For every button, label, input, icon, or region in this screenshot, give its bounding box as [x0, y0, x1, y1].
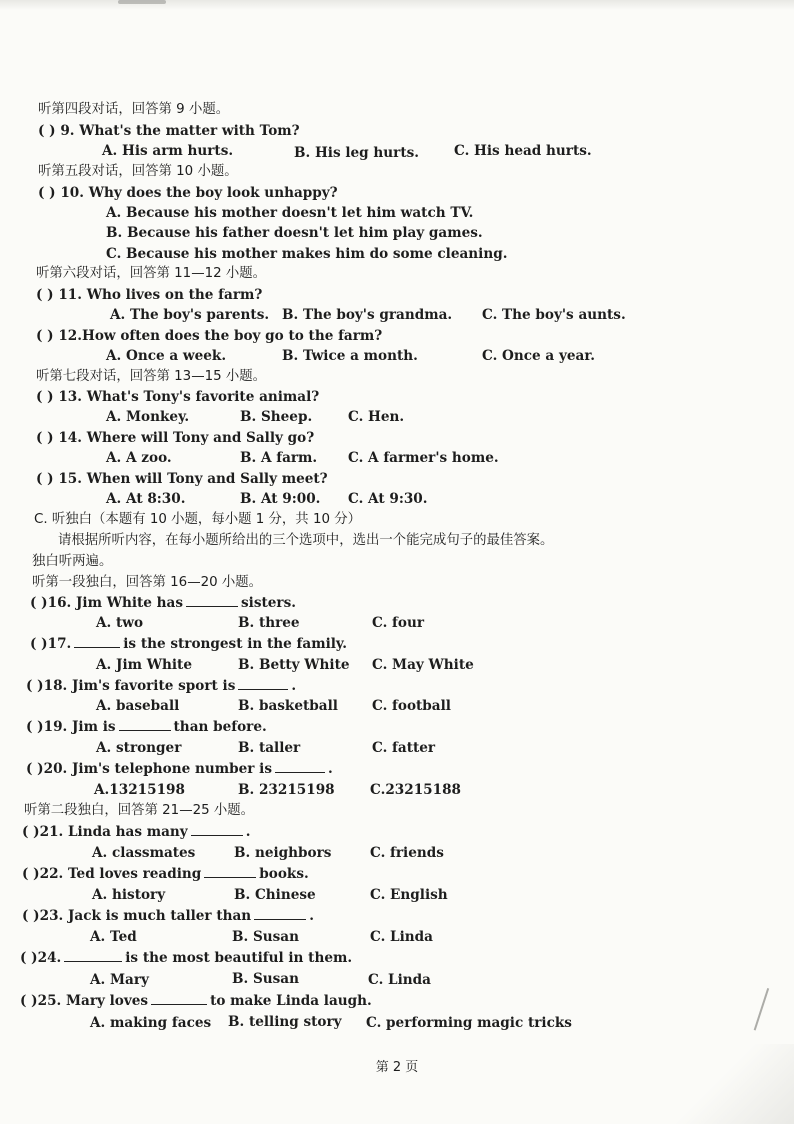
- option-a: A. classmates: [92, 845, 196, 861]
- question-11: [36, 286, 262, 304]
- question-stem-end: to make Linda laugh.: [210, 993, 372, 1009]
- section-title: 听第二段独白，回答第 21—25 小题。: [24, 803, 255, 818]
- option-b: B. telling story: [228, 1014, 342, 1030]
- option-a: A. Once a week.: [106, 348, 227, 364]
- section-title: 听第五段对话，回答第 10 小题。: [38, 164, 238, 179]
- question-12: [36, 327, 382, 345]
- part-c-title: C. 听独白（本题有 10 小题，每小题 1 分，共 10 分）: [34, 512, 362, 527]
- question-10: [38, 184, 338, 202]
- question-stem: 14. Where will Tony and Sally go?: [58, 430, 315, 446]
- fill-blank: [119, 718, 171, 731]
- option-b: B. A farm.: [240, 450, 318, 466]
- option-b: B. Susan: [232, 929, 299, 945]
- question-13: [36, 388, 319, 406]
- section-title: 听第七段对话，回答第 13—15 小题。: [36, 369, 267, 384]
- answer-paren[interactable]: ( ): [36, 328, 54, 344]
- fill-blank: [191, 823, 243, 836]
- answer-paren[interactable]: ( ): [26, 678, 44, 694]
- question-stem: 10. Why does the boy look unhappy?: [60, 185, 338, 201]
- option-a: A. history: [92, 887, 166, 903]
- question-stem: 9. What's the matter with Tom?: [60, 123, 300, 139]
- option-b: B. three: [238, 615, 300, 631]
- option-c: C. The boy's aunts.: [482, 307, 626, 323]
- fill-blank: [275, 760, 325, 773]
- option-a: A. stronger: [96, 740, 182, 756]
- question-25: [20, 992, 372, 1010]
- option-c: C.23215188: [370, 782, 461, 798]
- option-b: B. Chinese: [234, 887, 316, 903]
- option-c: C. fatter: [372, 740, 436, 756]
- option-c: C. At 9:30.: [348, 491, 428, 507]
- option-c: C. Because his mother makes him do some cleaning.: [106, 246, 508, 262]
- question-stem: 13. What's Tony's favorite animal?: [58, 389, 320, 405]
- answer-paren[interactable]: ( ): [36, 471, 54, 487]
- scan-mark: [118, 0, 166, 4]
- answer-paren[interactable]: ( ): [22, 908, 40, 924]
- question-stem: 11. Who lives on the farm?: [58, 287, 263, 303]
- question-14: [36, 429, 314, 447]
- option-c: C. May White: [372, 657, 474, 673]
- question-stem: 22. Ted loves reading: [39, 866, 202, 882]
- answer-paren[interactable]: ( ): [30, 636, 48, 652]
- question-19: [26, 718, 267, 736]
- section-title: 听第一段独白，回答第 16—20 小题。: [32, 575, 263, 590]
- answer-paren[interactable]: ( ): [36, 287, 54, 303]
- option-a: A. The boy's parents.: [110, 307, 270, 323]
- question-9: [38, 122, 300, 140]
- question-stem: 15. When will Tony and Sally meet?: [58, 471, 328, 487]
- option-a: A.13215198: [94, 782, 185, 798]
- answer-paren[interactable]: ( ): [38, 185, 56, 201]
- question-22: [22, 865, 309, 883]
- answer-paren[interactable]: ( ): [20, 950, 38, 966]
- fill-blank: [64, 949, 122, 962]
- question-stem: 21. Linda has many: [39, 824, 188, 840]
- part-c-instruction-2: 独白听两遍。: [32, 554, 113, 569]
- page-number: 第 2 页: [375, 1060, 419, 1075]
- part-c-instruction: 请根据所听内容，在每小题所给出的三个选项中，选出一个能完成句子的最佳答案。: [58, 533, 554, 548]
- question-stem-end: .: [309, 908, 314, 924]
- question-stem: 17.: [47, 636, 72, 652]
- question-15: [36, 470, 328, 488]
- option-c: C. A farmer's home.: [348, 450, 499, 466]
- option-a: A. Jim White: [96, 657, 192, 673]
- question-stem: 18. Jim's favorite sport is: [43, 678, 236, 694]
- question-stem-end: sisters.: [241, 595, 296, 611]
- answer-paren[interactable]: ( ): [22, 824, 40, 840]
- question-stem: 16. Jim White has: [47, 595, 184, 611]
- option-b: B. His leg hurts.: [294, 145, 419, 161]
- question-stem-end: than before.: [173, 719, 267, 735]
- question-stem: 20. Jim's telephone number is: [43, 761, 272, 777]
- question-stem-end: is the most beautiful in them.: [125, 950, 353, 966]
- question-stem-end: is the strongest in the family.: [123, 636, 347, 652]
- scan-edge-mark: [754, 988, 787, 1036]
- option-c: C. football: [372, 698, 451, 714]
- fill-blank: [204, 865, 256, 878]
- question-18: [26, 677, 296, 695]
- question-16: [30, 594, 296, 612]
- option-b: B. neighbors: [234, 845, 332, 861]
- option-c: C. friends: [370, 845, 444, 861]
- question-stem-end: books.: [259, 866, 309, 882]
- question-stem-end: .: [245, 824, 251, 840]
- question-stem: 25. Mary loves: [37, 993, 149, 1009]
- answer-paren[interactable]: ( ): [36, 430, 54, 446]
- question-stem: 23. Jack is much taller than: [39, 908, 252, 924]
- question-stem: 24.: [37, 950, 62, 966]
- option-c: C. His head hurts.: [454, 143, 592, 159]
- option-b: B. Because his father doesn't let him play games.: [106, 225, 483, 241]
- option-a: A. His arm hurts.: [102, 143, 234, 159]
- answer-paren[interactable]: ( ): [20, 993, 38, 1009]
- section-title: 听第六段对话，回答第 11—12 小题。: [36, 266, 267, 281]
- option-a: A. Monkey.: [106, 409, 190, 425]
- option-b: B. taller: [238, 740, 301, 756]
- option-b: B. Betty White: [238, 657, 350, 673]
- fill-blank: [254, 907, 306, 920]
- fill-blank: [186, 594, 238, 607]
- option-a: A. At 8:30.: [106, 491, 186, 507]
- option-c: C. performing magic tricks: [366, 1015, 572, 1031]
- answer-paren[interactable]: ( ): [26, 719, 44, 735]
- question-stem-end: .: [328, 761, 333, 777]
- option-a: A. Because his mother doesn't let him watch TV.: [106, 205, 474, 221]
- question-stem: 12.How often does the boy go to the farm?: [58, 328, 383, 344]
- scan-corner-shadow: [674, 1044, 794, 1124]
- answer-paren[interactable]: ( ): [30, 595, 48, 611]
- option-b: B. The boy's grandma.: [282, 307, 453, 323]
- option-a: A. Ted: [90, 929, 137, 945]
- question-stem-end: .: [291, 678, 297, 694]
- fill-blank: [151, 992, 207, 1005]
- question-17: [30, 635, 347, 653]
- option-c: C. Linda: [370, 929, 433, 945]
- option-b: B. Susan: [232, 971, 299, 987]
- option-c: C. English: [370, 887, 448, 903]
- option-b: B. Twice a month.: [282, 348, 418, 364]
- question-20: [26, 760, 333, 778]
- answer-paren[interactable]: ( ): [26, 761, 44, 777]
- question-24: [20, 949, 352, 967]
- fill-blank: [238, 677, 288, 690]
- question-21: [22, 823, 250, 841]
- section-title: 听第四段对话，回答第 9 小题。: [38, 102, 230, 117]
- question-stem: 19. Jim is: [43, 719, 116, 735]
- answer-paren[interactable]: ( ): [22, 866, 40, 882]
- option-b: B. At 9:00.: [240, 491, 321, 507]
- answer-paren[interactable]: ( ): [36, 389, 54, 405]
- answer-paren[interactable]: ( ): [38, 123, 56, 139]
- option-c: C. Linda: [368, 972, 431, 988]
- option-c: C. four: [372, 615, 425, 631]
- option-b: B. 23215198: [238, 782, 335, 798]
- fill-blank: [74, 635, 120, 648]
- option-a: A. two: [96, 615, 144, 631]
- option-a: A. Mary: [90, 972, 149, 988]
- question-23: [22, 907, 314, 925]
- option-a: A. making faces: [90, 1015, 212, 1031]
- option-a: A. A zoo.: [106, 450, 172, 466]
- option-a: A. baseball: [96, 698, 180, 714]
- option-c: C. Once a year.: [482, 348, 595, 364]
- option-c: C. Hen.: [348, 409, 405, 425]
- option-b: B. basketball: [238, 698, 338, 714]
- option-b: B. Sheep.: [240, 409, 313, 425]
